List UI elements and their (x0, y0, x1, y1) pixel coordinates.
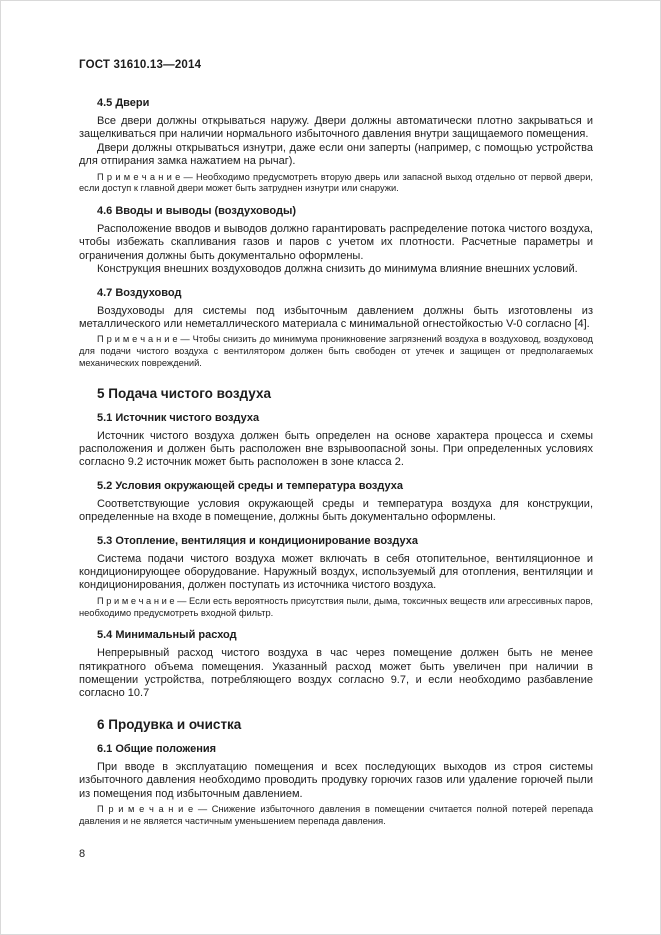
subsection-heading: 4.6 Вводы и выводы (воздуховоды) (97, 205, 296, 218)
paragraph: Двери должны открываться изнутри, даже если они заперты (например, с помощью устройства для отпирания замка нажатием на рычаг). (79, 141, 593, 168)
subsection-heading: 6.1 Общие положения (97, 742, 217, 755)
subsection-heading: 5.2 Условия окружающей среды и температура воздуха (97, 479, 403, 492)
document-content (79, 87, 593, 830)
note-paragraph: П р и м е ч а н и е — Если есть вероятность присутствия пыли, дыма, токсичных веществ или агрессивных паров, необходимо предусмотреть входной фильтр. (79, 595, 593, 618)
subsection-heading: 5.4 Минимальный расход (97, 629, 237, 642)
paragraph: Все двери должны открываться наружу. Двери должны автоматически плотно закрываться и защелкиваться при наличии нормального избыточного давления внутри защищаемого помещения. (79, 115, 593, 141)
subsection-heading: 4.5 Двери (97, 97, 150, 109)
document-header-standard-number: ГОСТ 31610.13—2014 (79, 59, 202, 71)
section-heading: 6 Продувка и очистка (97, 716, 242, 732)
page-number: 8 (79, 848, 86, 860)
section-heading: 5 Подача чистого воздуха (97, 385, 271, 401)
note-paragraph: П р и м е ч а н и е — Чтобы снизить до минимума проникновение загрязнений воздуха в воздуховод, воздуховод для подачи чистого воздуха с вентилятором должен быть свободен от утечек и защищен от предполагаемых механических повреждений. (79, 334, 593, 368)
paragraph: Система подачи чистого воздуха может включать в себя отопительное, вентиляционное и кондиционирующее оборудование. Наружный воздух, используемый для отопления, вентиляции и кондиционирования, должен поступать из источника чистого воздуха. (79, 552, 593, 592)
note-paragraph: П р и м е ч а н и е — Необходимо предусмотреть вторую дверь или запасной выход отдельно от первой двери, если доступ к главной двери может быть затруднен изнутри или снаружи. (79, 171, 593, 194)
paragraph: Расположение вводов и выводов должно гарантировать распределение потока чистого воздуха, чтобы избежать скапливания газов и паров с учетом их плотности. Расчетные параметры и ограничения должны быть документально оформлены. (79, 223, 593, 262)
note-paragraph: П р и м е ч а н и е — Снижение избыточного давления в помещении считается полной потерей перепада давления и не является частичным уменьшением перепада давления. (79, 804, 593, 826)
paragraph: Воздуховоды для системы под избыточным давлением должны быть изготовлены из металлического или неметаллического материала с минимальной огнестойкостью V-0 согласно [4]. (79, 304, 593, 331)
subsection-heading: 4.7 Воздуховод (97, 286, 182, 299)
subsection-heading: 5.1 Источник чистого воздуха (97, 411, 260, 424)
paragraph: Непрерывный расход чистого воздуха в час через помещение должен быть не менее пятикратного объема помещения. Указанный расход может быть увеличен при наличии в помещении устройства, потребляющего воздух согласно 9.7, и если необходимо разбавление согласно 10.7 (79, 647, 593, 700)
paragraph: Соответствующие условия окружающей среды и температура воздуха для конструкции, определенные на входе в помещение, должны быть документально оформлены. (79, 497, 593, 524)
paragraph: При вводе в эксплуатацию помещения и всех последующих выходов из строя системы избыточного давления необходимо проводить продувку горючих газов или удаление горючей пыли из помещения под избыточным давлением. (79, 760, 593, 800)
paragraph: Конструкция внешних воздуховодов должна снизить до минимума влияние внешних условий. (97, 263, 578, 276)
paragraph: Источник чистого воздуха должен быть определен на основе характера процесса и схемы расположения и должен быть расположен вне взрывоопасной зоны. При определенных условиях согласно 9.2 источник может быть расположен в зоне класса 2. (79, 429, 593, 469)
subsection-heading: 5.3 Отопление, вентиляция и кондиционирование воздуха (97, 534, 418, 547)
